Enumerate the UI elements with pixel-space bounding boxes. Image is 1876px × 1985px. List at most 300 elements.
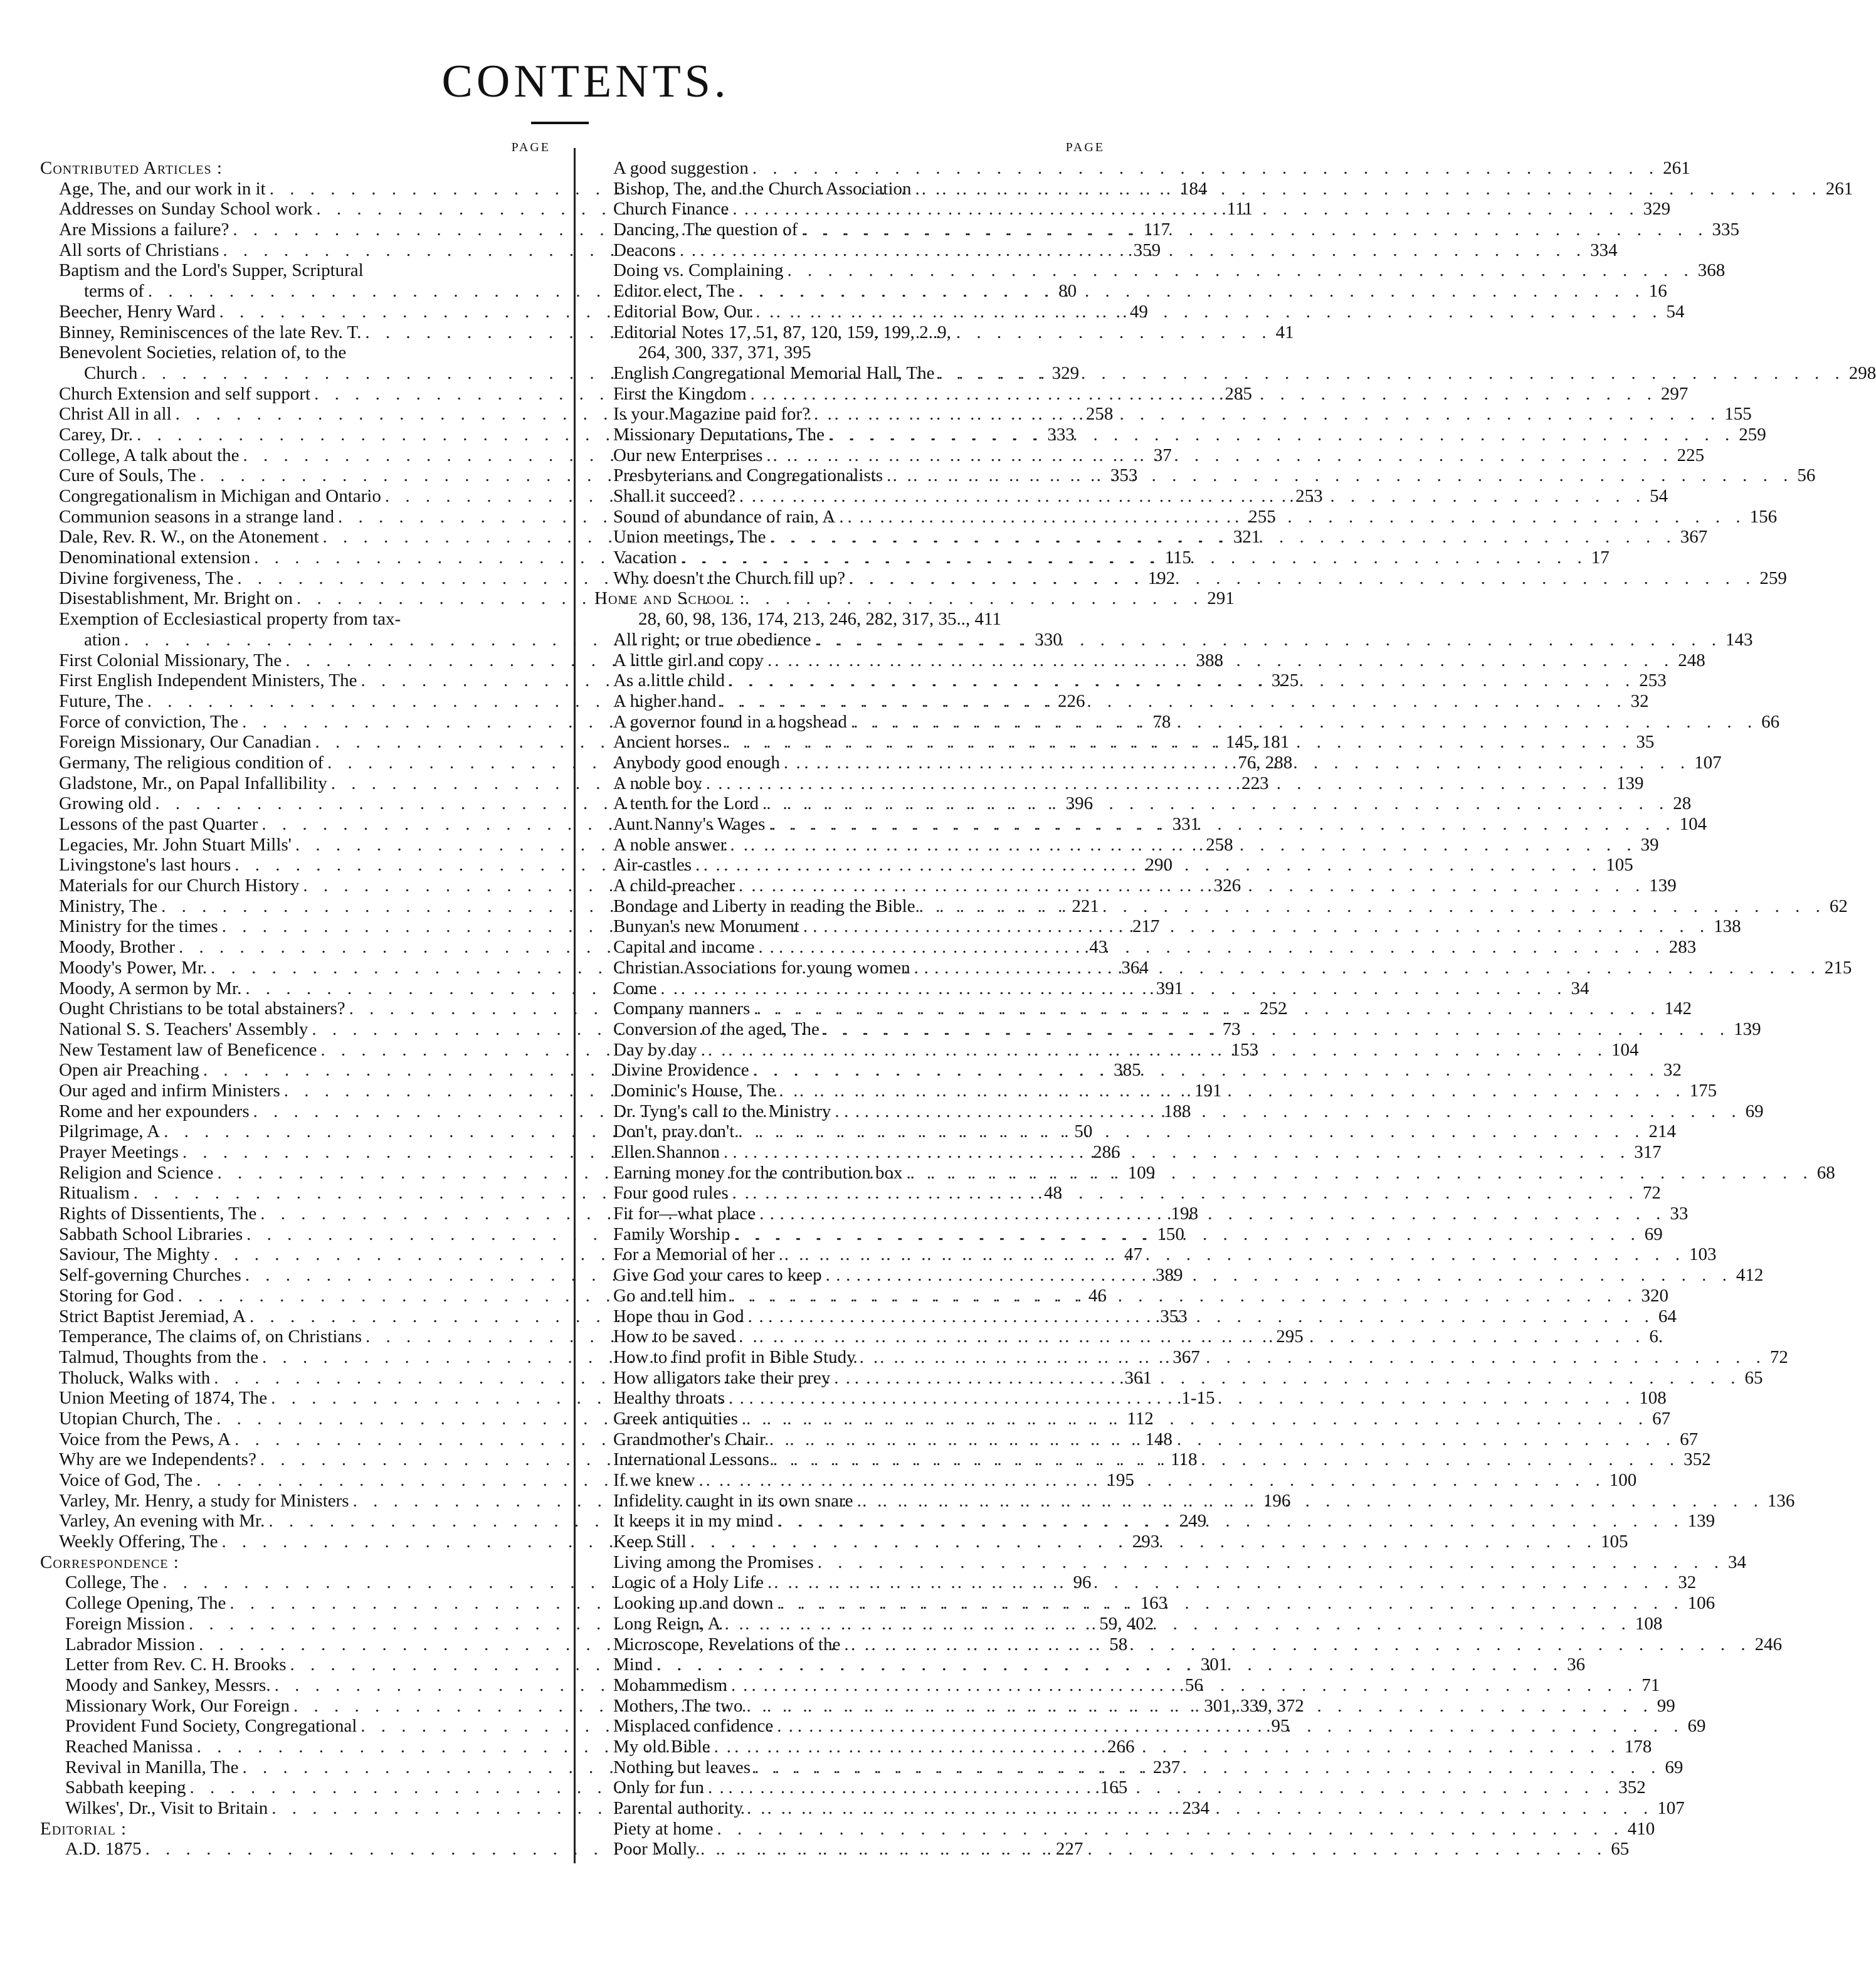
dot-leader bbox=[912, 179, 1822, 199]
page-number: 156 bbox=[1749, 506, 1778, 527]
dot-leader bbox=[830, 1368, 1741, 1389]
page-number: 258 bbox=[1206, 834, 1233, 855]
entry-title: Dale, Rev. R. W., on the Atonement bbox=[59, 527, 319, 548]
page-number: 48 bbox=[1044, 1183, 1063, 1204]
entry-title: Missionary Work, Our Foreign bbox=[65, 1695, 290, 1716]
dot-leader bbox=[687, 1532, 1597, 1552]
entry-title: Day by day bbox=[613, 1039, 697, 1060]
page-number: 65 bbox=[1744, 1367, 1763, 1388]
page-number: 253 bbox=[1639, 670, 1667, 691]
dot-leader bbox=[751, 1757, 1661, 1778]
toc-entry bbox=[594, 1285, 1668, 1306]
page-number: 108 bbox=[1639, 1388, 1667, 1409]
page-number: 192 bbox=[1147, 568, 1176, 588]
dot-leader bbox=[713, 1819, 1623, 1839]
page-number: 143 bbox=[1725, 629, 1753, 650]
page-number: 72 bbox=[1642, 1183, 1661, 1204]
entry-title: All right; or true obedience bbox=[613, 629, 811, 650]
page-number: 99 bbox=[1657, 1695, 1675, 1716]
toc-entry bbox=[594, 1552, 1747, 1573]
entry-title: Is your Magazine paid for? bbox=[613, 404, 811, 425]
page-number: 359 bbox=[1133, 240, 1161, 260]
entry-title: Carey, Dr. bbox=[59, 424, 134, 445]
page-number: 249 bbox=[1179, 1511, 1207, 1532]
entry-title: Our aged and infirm Ministers bbox=[59, 1080, 280, 1101]
entry-title: Conversion of the aged, The bbox=[613, 1019, 819, 1039]
page-number: 329 bbox=[1051, 363, 1080, 383]
page-number: 78 bbox=[1152, 711, 1171, 732]
page-number: 69 bbox=[1745, 1101, 1764, 1121]
page-number: 221 bbox=[1072, 896, 1099, 916]
entry-title: Home and School : bbox=[594, 588, 746, 609]
dot-leader bbox=[783, 260, 1694, 281]
toc-entry bbox=[594, 363, 1876, 384]
page-number: 33 bbox=[1670, 1204, 1689, 1224]
page-number: 36 bbox=[1567, 1654, 1586, 1675]
entry-title: Parental authority bbox=[613, 1798, 743, 1818]
page-number: 364 bbox=[1121, 957, 1149, 978]
page-number: 76, 288 bbox=[1238, 752, 1293, 773]
entry-title: Presbyterians and Congregationalists bbox=[613, 465, 883, 486]
page-number: 334 bbox=[1590, 240, 1618, 260]
dot-leader bbox=[704, 1777, 1615, 1798]
entry-title: Sabbath keeping bbox=[65, 1777, 186, 1798]
toc-entry bbox=[40, 260, 554, 281]
entry-title: New Testament law of Beneficence bbox=[59, 1039, 317, 1060]
page-number: 331 bbox=[1172, 814, 1200, 834]
entry-title: First Colonial Missionary, The bbox=[59, 650, 282, 670]
page-number: 367 bbox=[1172, 1347, 1200, 1367]
page-number: 139 bbox=[1687, 1511, 1715, 1532]
entry-title: How to be saved bbox=[613, 1326, 735, 1347]
page-number: 321 bbox=[1233, 527, 1261, 548]
entry-title: Weekly Offering, The bbox=[59, 1532, 218, 1552]
page-number: 96 bbox=[1073, 1572, 1092, 1593]
page-number: 389 bbox=[1156, 1265, 1183, 1286]
dot-leader bbox=[775, 1081, 1685, 1101]
entry-title: Dominic's House, The bbox=[613, 1080, 776, 1101]
page-number: 104 bbox=[1611, 1039, 1639, 1060]
page-number: 148 bbox=[1145, 1429, 1172, 1449]
page-number: 73 bbox=[1222, 1019, 1241, 1039]
page-number: 301 bbox=[1200, 1654, 1228, 1675]
entry-title: Congregationalism in Michigan and Ontario bbox=[59, 486, 381, 506]
dot-leader bbox=[735, 1326, 1645, 1347]
entry-title: Misplaced confidence bbox=[613, 1716, 774, 1737]
dot-leader bbox=[756, 1204, 1666, 1224]
entry-title: A noble answer bbox=[613, 834, 727, 855]
entry-title: Storing for God bbox=[59, 1285, 174, 1306]
dot-leader bbox=[840, 1634, 1751, 1655]
page-number: 283 bbox=[1668, 937, 1697, 958]
dot-leader bbox=[750, 998, 1660, 1019]
page-number: 139 bbox=[1649, 876, 1677, 896]
page-number: 352 bbox=[1684, 1449, 1711, 1470]
entry-title: As a little child bbox=[613, 670, 725, 691]
entry-title: Utopian Church, The bbox=[59, 1408, 213, 1429]
page-number: 155 bbox=[1724, 404, 1752, 425]
page-number: 105 bbox=[1601, 1532, 1628, 1552]
toc-entry bbox=[594, 342, 1109, 363]
dot-leader bbox=[747, 384, 1657, 405]
section-heading bbox=[40, 158, 554, 179]
dot-leader bbox=[759, 793, 1669, 814]
dot-leader bbox=[734, 1121, 1645, 1142]
entry-title: Addresses on Sunday School work bbox=[59, 199, 313, 220]
dot-leader bbox=[825, 425, 1735, 445]
entry-title: Moody's Power, Mr. bbox=[59, 957, 208, 978]
dot-leader bbox=[853, 1491, 1764, 1511]
entry-title: Are Missions a failure? bbox=[59, 220, 229, 240]
entry-title: Earning money for the contribution box bbox=[613, 1162, 903, 1183]
entry-title: 28, 60, 98, 136, 174, 213, 246, 282, 317, 35.., 411 bbox=[638, 609, 1001, 630]
entry-title: Doing vs. Complaining bbox=[613, 260, 784, 281]
dot-leader bbox=[677, 548, 1587, 568]
entry-title: A tenth for the Lord bbox=[613, 793, 759, 814]
dot-leader bbox=[749, 1060, 1660, 1081]
entry-title: Church bbox=[84, 363, 138, 383]
page-number: 253 bbox=[1295, 486, 1323, 506]
entry-title: Cure of Souls, The bbox=[59, 465, 196, 486]
entry-title: Vacation bbox=[613, 548, 677, 568]
dot-leader bbox=[819, 1019, 1730, 1040]
page-number: 214 bbox=[1648, 1121, 1677, 1142]
dot-leader bbox=[915, 896, 1826, 917]
dot-leader bbox=[831, 1101, 1741, 1122]
page-number: 34 bbox=[1728, 1552, 1747, 1572]
page-number: 352 bbox=[1618, 1777, 1646, 1798]
toc-entry bbox=[594, 691, 1649, 712]
entry-title: Age, The, and our work in it bbox=[59, 178, 266, 199]
dot-leader bbox=[769, 1449, 1680, 1470]
entry-title: Only for fun bbox=[613, 1777, 704, 1798]
entry-title: How alligators take their prey bbox=[613, 1367, 831, 1388]
entry-title: Germany, The religious condition of bbox=[59, 752, 324, 773]
page-number: 6. bbox=[1649, 1326, 1663, 1347]
page-title: CONTENTS. bbox=[441, 56, 730, 107]
entry-title: Strict Baptist Jeremiad, A bbox=[59, 1306, 246, 1326]
page-number: 95 bbox=[1271, 1716, 1290, 1737]
entry-title: College Opening, The bbox=[65, 1593, 226, 1614]
page-number: 412 bbox=[1736, 1265, 1764, 1286]
entry-title: Ministry for the times bbox=[59, 916, 218, 937]
dot-leader bbox=[856, 1347, 1766, 1368]
page-number: 266 bbox=[1107, 1736, 1135, 1757]
entry-title: Bondage and Liberty in reading the Bible bbox=[613, 896, 915, 916]
entry-title: Church Extension and self support bbox=[59, 383, 311, 404]
entry-title: Microscope, Revelations of the bbox=[613, 1634, 841, 1654]
page-number: 1-15 bbox=[1181, 1388, 1215, 1409]
page-number: 261 bbox=[1663, 158, 1690, 178]
dot-leader bbox=[822, 1265, 1732, 1286]
dot-leader bbox=[653, 1654, 1563, 1675]
entry-title: Poor Molly bbox=[613, 1839, 697, 1860]
entry-title: First the Kingdom bbox=[613, 383, 747, 404]
dot-leader bbox=[743, 1798, 1653, 1819]
page-number: 34 bbox=[1571, 978, 1589, 998]
page-number: 56 bbox=[1797, 465, 1816, 486]
entry-title: National S. S. Teachers' Assembly bbox=[59, 1019, 308, 1039]
page-number: 293 bbox=[1132, 1532, 1160, 1552]
page-number: 196 bbox=[1263, 1490, 1291, 1511]
entry-title: ation bbox=[84, 629, 120, 650]
dot-leader bbox=[773, 1716, 1684, 1737]
entry-title: Ancient horses bbox=[613, 732, 722, 753]
entry-title: Moody, Brother bbox=[59, 937, 175, 958]
page-number: 153 bbox=[1231, 1039, 1259, 1060]
page-number: 103 bbox=[1689, 1244, 1717, 1265]
dot-leader bbox=[765, 814, 1675, 835]
page-number: 226 bbox=[1058, 691, 1085, 711]
entry-title: Church Finance bbox=[613, 199, 729, 220]
page-number: 100 bbox=[1609, 1470, 1637, 1490]
entry-title: Binney, Reminiscences of the late Rev. T. bbox=[59, 322, 362, 342]
entry-title: Editor elect, The bbox=[613, 281, 735, 302]
dot-leader bbox=[729, 199, 1639, 220]
page-number: 259 bbox=[1739, 424, 1766, 445]
entry-title: Air-castles bbox=[613, 855, 692, 876]
entry-title: Foreign Missionary, Our Canadian bbox=[59, 732, 312, 753]
entry-title: Disestablishment, Mr. Bright on bbox=[59, 588, 293, 609]
page-number: 367 bbox=[1680, 527, 1708, 548]
page-number: 32 bbox=[1663, 1060, 1682, 1081]
dot-leader bbox=[676, 240, 1586, 261]
toc-entry bbox=[594, 281, 1667, 302]
entry-title: Open air Preaching bbox=[59, 1060, 199, 1081]
entry-title: Contributed Articles : bbox=[40, 158, 223, 178]
page-number: 107 bbox=[1694, 752, 1722, 773]
entry-title: Company manners bbox=[613, 998, 751, 1019]
entry-title: Foreign Mission bbox=[65, 1613, 185, 1634]
dot-leader bbox=[935, 363, 1845, 384]
dot-leader bbox=[902, 1163, 1813, 1183]
page-number: 139 bbox=[1616, 773, 1644, 793]
dot-leader bbox=[780, 753, 1690, 773]
page-number: 291 bbox=[1207, 588, 1235, 609]
title-rule bbox=[531, 122, 589, 124]
toc-entry bbox=[594, 158, 1690, 179]
section-heading bbox=[594, 588, 1109, 609]
page-number: 227 bbox=[1055, 1839, 1083, 1860]
page-number: 246 bbox=[1754, 1634, 1783, 1654]
entry-title: A higher hand bbox=[613, 691, 717, 711]
page-number: 105 bbox=[1606, 855, 1633, 876]
entry-title: Force of conviction, The bbox=[59, 711, 239, 732]
entry-title: Beecher, Henry Ward bbox=[59, 301, 216, 322]
page-number: 261 bbox=[1825, 178, 1853, 199]
page-number: 325 bbox=[1271, 670, 1299, 691]
dot-leader bbox=[810, 404, 1721, 425]
dot-leader bbox=[697, 1040, 1608, 1061]
dot-leader bbox=[762, 445, 1673, 466]
entry-title: Tholuck, Walks with bbox=[59, 1367, 211, 1388]
entry-title: A little girl and copy bbox=[613, 650, 764, 670]
entry-title: Christ All in all bbox=[59, 404, 172, 425]
page-number: 107 bbox=[1657, 1798, 1685, 1818]
page-number: 54 bbox=[1666, 301, 1685, 322]
dot-leader bbox=[692, 855, 1602, 876]
toc-entry bbox=[594, 1572, 1697, 1593]
dot-leader bbox=[799, 916, 1710, 937]
entry-title: Ritualism bbox=[59, 1183, 130, 1204]
page-number: 298 bbox=[1848, 363, 1876, 383]
page-number: 39 bbox=[1640, 834, 1659, 855]
entry-title: Provident Fund Society, Congregational bbox=[65, 1716, 357, 1737]
page-number: 361 bbox=[1124, 1367, 1152, 1388]
page-number: 163 bbox=[1140, 1593, 1168, 1614]
entry-title: Why are we Independents? bbox=[59, 1449, 256, 1470]
entry-title: Ministry, The bbox=[59, 896, 158, 916]
dot-leader bbox=[722, 732, 1632, 753]
entry-title: English Congregational Memorial Hall, The bbox=[613, 363, 935, 383]
dot-leader bbox=[773, 1511, 1684, 1532]
page-number: 43 bbox=[1089, 937, 1108, 958]
dot-leader bbox=[725, 670, 1635, 691]
dot-leader bbox=[702, 773, 1613, 794]
entry-title: Pilgrimage, A bbox=[59, 1121, 161, 1142]
entry-title: Healthy throats bbox=[613, 1388, 725, 1409]
dot-leader bbox=[726, 835, 1636, 855]
entry-title: Exemption of Ecclesiastical property from tax- bbox=[59, 609, 401, 630]
entry-title: Letter from Rev. C. H. Brooks bbox=[65, 1654, 287, 1675]
entry-title: Editorial Notes 17, 51, 87, 120, 159, 199, 2..9, bbox=[613, 322, 951, 342]
page-number: 111 bbox=[1226, 199, 1253, 220]
page-number: 145, 181 bbox=[1225, 732, 1290, 753]
page-number: 35 bbox=[1636, 732, 1655, 753]
entry-title: Fit for—what place bbox=[613, 1204, 756, 1224]
page-number: 67 bbox=[1652, 1408, 1671, 1429]
page-number: 225 bbox=[1677, 445, 1705, 465]
page-number: 37 bbox=[1153, 445, 1172, 465]
page-number: 150 bbox=[1157, 1224, 1184, 1244]
page-number: 106 bbox=[1687, 1593, 1715, 1614]
entry-title: Long Reign, A bbox=[613, 1613, 721, 1634]
entry-title: Correspondence : bbox=[40, 1552, 179, 1572]
dot-leader bbox=[738, 1409, 1648, 1429]
dot-leader bbox=[656, 978, 1567, 999]
dot-leader bbox=[742, 1696, 1653, 1717]
page-number: 223 bbox=[1241, 773, 1269, 793]
entry-title: Greek antiquities bbox=[613, 1408, 738, 1429]
page-number: 259 bbox=[1759, 568, 1787, 588]
page-number: 62 bbox=[1829, 896, 1848, 916]
entry-title: Mothers, The two bbox=[613, 1695, 743, 1716]
dot-leader bbox=[730, 1224, 1640, 1245]
page-number: 69 bbox=[1687, 1716, 1706, 1737]
page-column-label: PAGE bbox=[1065, 140, 1105, 154]
dot-leader bbox=[727, 1286, 1637, 1306]
page-number: 109 bbox=[1127, 1162, 1156, 1183]
entry-title: Union Meeting of 1874, The bbox=[59, 1388, 268, 1409]
dot-leader bbox=[697, 1839, 1607, 1860]
page-number: 320 bbox=[1641, 1285, 1668, 1306]
page-number: 136 bbox=[1767, 1490, 1795, 1511]
dot-leader bbox=[721, 1614, 1631, 1634]
entry-title: Ought Christians to be total abstainers? bbox=[59, 998, 345, 1019]
entry-title: Mind bbox=[613, 1654, 653, 1675]
entry-title: Moody, A sermon by Mr. bbox=[59, 978, 242, 998]
entry-title: International Lessons bbox=[613, 1449, 769, 1470]
entry-title: Anybody good enough bbox=[613, 752, 780, 773]
dot-leader bbox=[798, 220, 1708, 240]
entry-title: Living among the Promises bbox=[613, 1552, 814, 1572]
entry-title: How to find profit in Bible Study bbox=[613, 1347, 856, 1367]
entry-title: Denominational extension bbox=[59, 548, 251, 568]
dot-leader bbox=[735, 486, 1646, 507]
entry-title: Christian Associations for young women bbox=[613, 957, 910, 978]
page-number: 385 bbox=[1114, 1060, 1141, 1081]
entry-title: Growing old bbox=[59, 793, 152, 814]
entry-title: Missionary Deputations, The bbox=[613, 424, 825, 445]
dot-leader bbox=[720, 1142, 1630, 1163]
dot-leader bbox=[725, 1388, 1635, 1409]
page-number: 165 bbox=[1100, 1777, 1128, 1798]
entry-title: Labrador Mission bbox=[65, 1634, 195, 1654]
page-number: 54 bbox=[1650, 486, 1668, 506]
dot-leader bbox=[845, 568, 1756, 589]
entry-title: Varley, Mr. Henry, a study for Ministers bbox=[59, 1490, 349, 1511]
entry-title: Lessons of the past Quarter bbox=[59, 814, 258, 834]
page-number: 108 bbox=[1635, 1613, 1663, 1634]
entry-title: Come bbox=[613, 978, 657, 998]
page-number: 317 bbox=[1634, 1142, 1662, 1162]
page-number: 67 bbox=[1680, 1429, 1699, 1449]
section-heading bbox=[40, 1552, 554, 1573]
page-number: 68 bbox=[1816, 1162, 1835, 1183]
toc-entry bbox=[594, 793, 1692, 814]
toc-entry bbox=[594, 629, 1753, 650]
page-number: 71 bbox=[1641, 1675, 1660, 1695]
page-number: 49 bbox=[1129, 301, 1148, 322]
page-number: 115 bbox=[1164, 548, 1191, 568]
entry-title: Hope thou in God bbox=[613, 1306, 744, 1326]
entry-title: Logic of a Holy Life bbox=[613, 1572, 764, 1593]
page-number: 32 bbox=[1678, 1572, 1697, 1593]
page-number: 258 bbox=[1085, 404, 1114, 425]
page-number: 195 bbox=[1107, 1470, 1134, 1490]
page-number: 353 bbox=[1160, 1306, 1188, 1326]
entry-title: Benevolent Societies, relation of, to the bbox=[59, 342, 347, 363]
entry-title: Gladstone, Mr., on Papal Infallibility bbox=[59, 773, 327, 793]
entry-title: College, The bbox=[65, 1572, 159, 1593]
entry-title: Divine forgiveness, The bbox=[59, 568, 234, 588]
page-number: 58 bbox=[1109, 1634, 1128, 1654]
entry-title: All sorts of Christians bbox=[59, 240, 219, 260]
entry-title: Infidelity caught in its own snare bbox=[613, 1490, 853, 1511]
entry-title: Editorial Bow, Our bbox=[613, 301, 752, 322]
entry-title: Wilkes', Dr., Visit to Britain bbox=[65, 1798, 268, 1818]
entry-title: Temperance, The claims of, on Christians bbox=[59, 1326, 362, 1347]
entry-title: Nothing but leaves bbox=[613, 1757, 751, 1777]
page-number: 175 bbox=[1689, 1080, 1717, 1101]
entry-title: Talmud, Thoughts from the bbox=[59, 1347, 259, 1367]
page-number: 285 bbox=[1225, 383, 1252, 404]
entry-title: Deacons bbox=[613, 240, 676, 260]
page-number: 191 bbox=[1194, 1080, 1222, 1101]
entry-title: Dr. Tyng's call to the Ministry bbox=[613, 1101, 831, 1121]
page-number: 64 bbox=[1658, 1306, 1677, 1326]
dot-leader bbox=[775, 1244, 1685, 1265]
toc-entry bbox=[594, 1839, 1630, 1860]
entry-title: Divine Providence bbox=[613, 1060, 749, 1081]
page-number: 17 bbox=[1591, 548, 1610, 568]
toc-entry bbox=[594, 1121, 1677, 1142]
entry-title: A good suggestion bbox=[613, 158, 749, 178]
page-number: 330 bbox=[1035, 629, 1062, 650]
dot-leader bbox=[735, 876, 1645, 896]
page-number: 329 bbox=[1643, 199, 1671, 220]
page-number: 188 bbox=[1163, 1101, 1191, 1121]
